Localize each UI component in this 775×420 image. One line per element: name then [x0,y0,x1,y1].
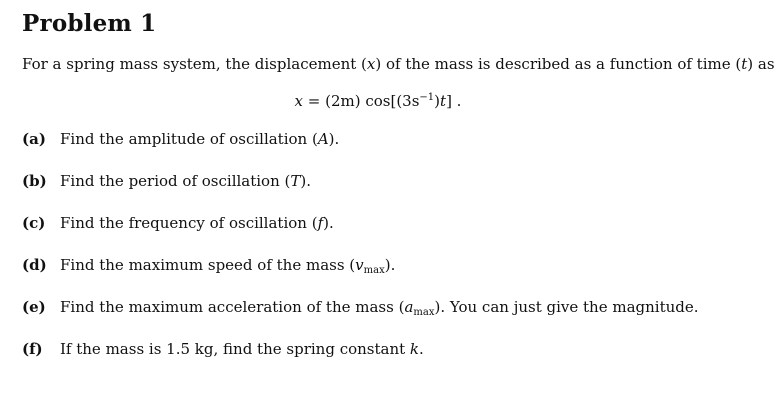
part-label: (c) [22,214,46,232]
part-text: If the mass is 1.5 kg, find the spring constant [60,340,410,358]
part-text: Find the maximum acceleration of the mass ( [60,298,405,316]
part-label: (b) [22,172,47,190]
part-text: Find the frequency of oscillation ( [60,214,318,232]
part-tail: ). You can just give the magnitude. [434,298,699,316]
part-sub: max [413,307,435,318]
part-label: (e) [22,298,46,316]
part-b [22,172,311,190]
part-c [22,214,334,232]
part-tail: . [419,340,424,358]
intro-text-3: ) as [747,55,775,73]
equation-exponent: −1 [419,92,435,103]
problem-title: Problem 1 [22,10,157,37]
equation-var-t: t [440,92,447,110]
equation-lhs: x [294,92,303,110]
part-label: (f) [22,340,43,358]
equation-body: = (2m) cos[(3s [303,92,420,110]
intro-text-2: ) of the mass is described as a function of time ( [375,55,742,73]
part-tail: ). [300,172,312,190]
part-var: v [355,256,364,274]
part-var: A [317,130,329,148]
part-tail: ). [384,256,396,274]
intro-var-t: t [741,55,748,73]
part-d [22,256,395,274]
part-text: Find the amplitude of oscillation ( [60,130,318,148]
part-var: a [404,298,414,316]
part-text: Find the period of oscillation ( [60,172,291,190]
part-f [22,340,424,358]
part-a [22,130,339,148]
part-label: (a) [22,130,46,148]
part-tail: ). [328,130,340,148]
part-label: (d) [22,256,47,274]
equation-tail: ] . [446,92,462,110]
part-var: k [409,340,420,358]
part-tail: ). [323,214,334,232]
intro-text-1: For a spring mass system, the displacement ( [22,55,367,73]
part-var: f [317,214,324,232]
intro-var-x: x [366,55,376,73]
part-sub: max [363,265,385,276]
part-e [22,298,699,316]
displacement-equation [0,92,756,110]
part-text: Find the maximum speed of the mass ( [60,256,356,274]
equation-close: ) [434,92,441,110]
problem-intro [22,55,775,73]
part-var: T [290,172,301,190]
